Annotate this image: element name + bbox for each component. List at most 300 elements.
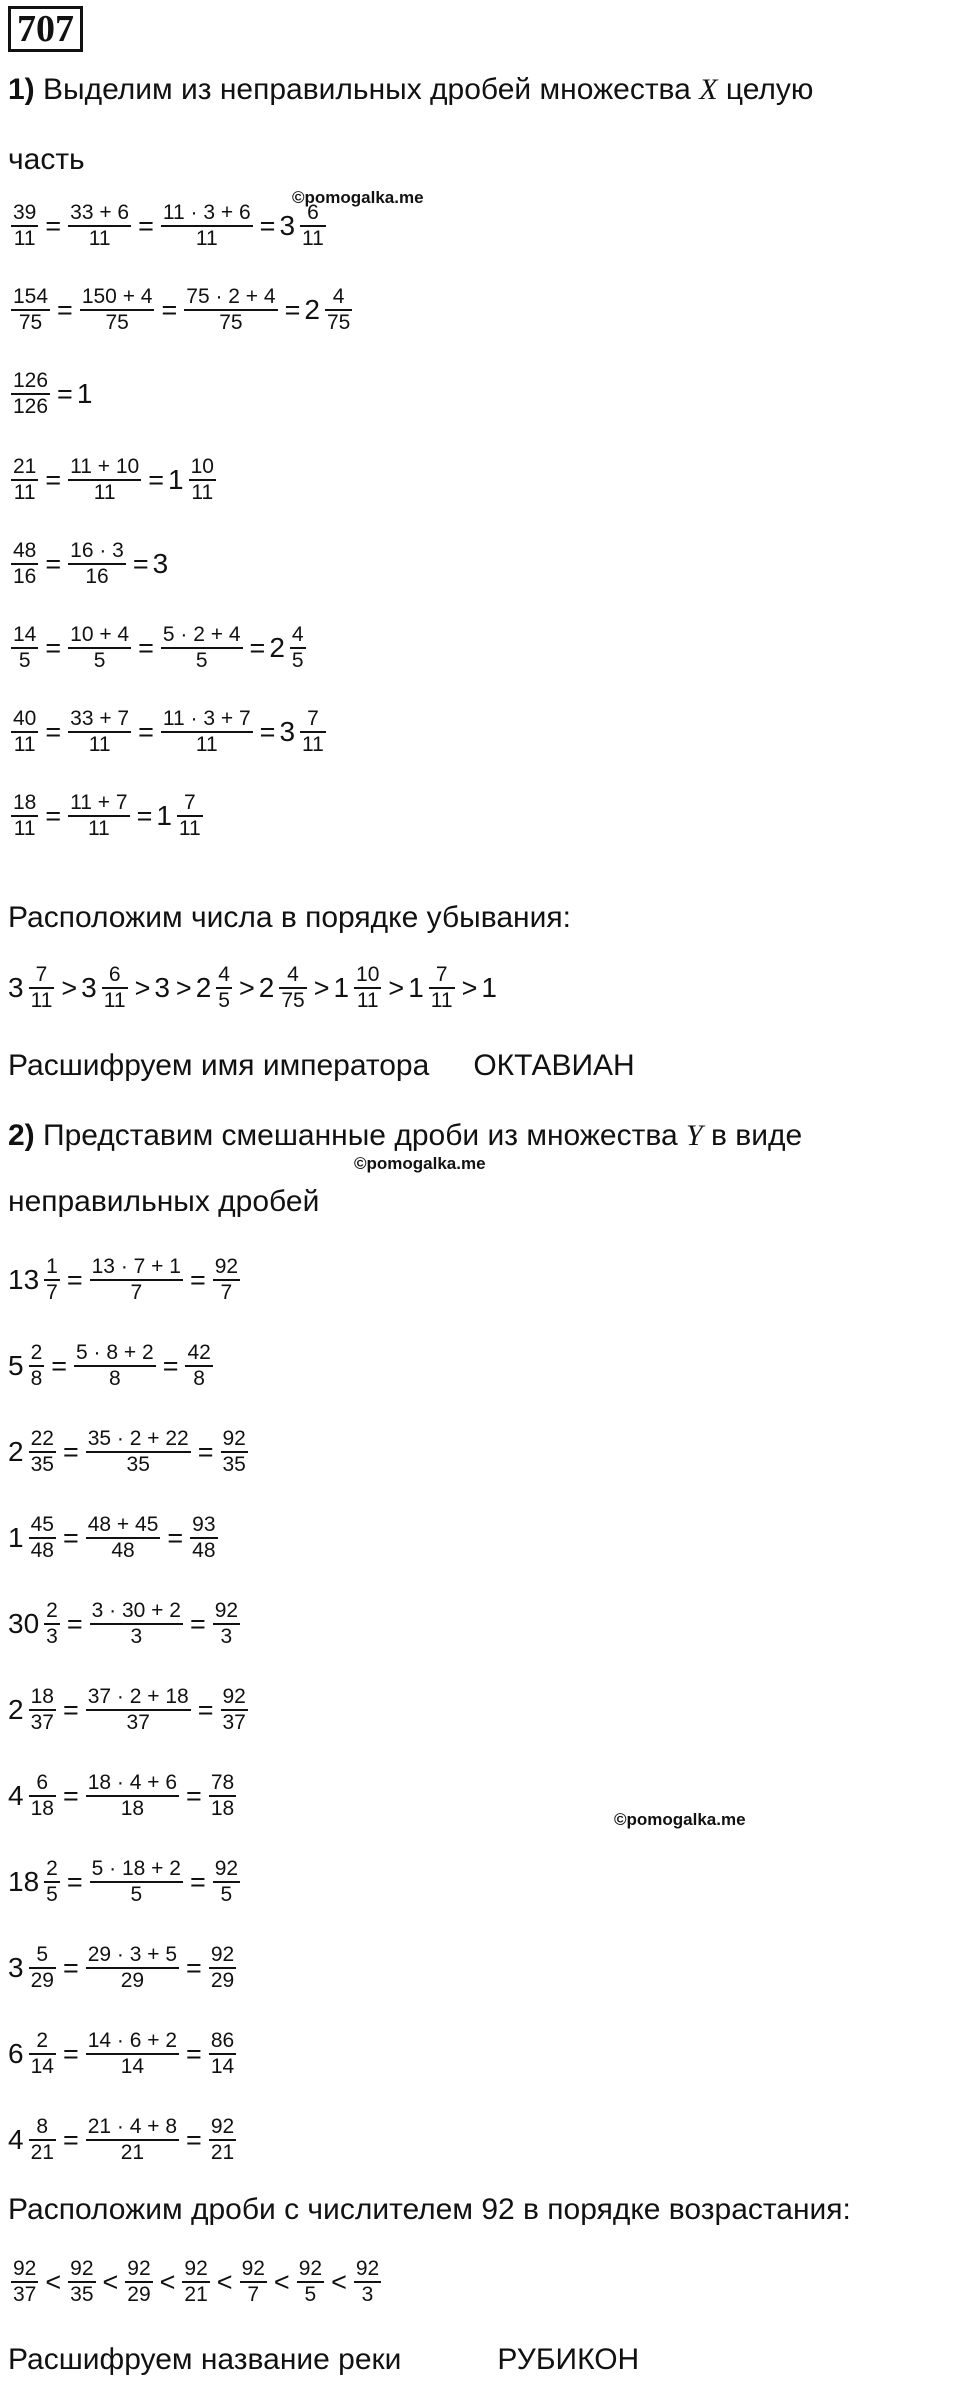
- denominator: 11: [356, 989, 379, 1012]
- numerator: 126: [13, 369, 49, 392]
- denominator: 29: [30, 1969, 54, 1992]
- operator: =: [259, 716, 276, 747]
- order-fraction: [297, 2257, 324, 2307]
- numerator: 4: [332, 285, 345, 308]
- fraction: [29, 2115, 56, 2165]
- mixed-number: [8, 1513, 59, 1563]
- whole-part: 3: [279, 716, 296, 747]
- order-fraction: [354, 2257, 381, 2307]
- improper-fraction: [11, 285, 50, 335]
- fraction: [290, 623, 306, 673]
- operator: =: [189, 1608, 206, 1639]
- denominator: 11: [93, 481, 116, 504]
- numerator: 4: [287, 963, 299, 986]
- whole-part: 1: [408, 972, 424, 1003]
- expansion-fraction: [68, 791, 129, 841]
- numerator: 5 · 8 + 2: [76, 1341, 154, 1364]
- mixed-number: [8, 1599, 63, 1649]
- numerator: 16 · 3: [70, 539, 124, 562]
- denominator: 8: [193, 1367, 205, 1390]
- part1-intro-line2: часть: [8, 143, 85, 176]
- denominator: 37: [126, 1711, 150, 1734]
- numerator: 40: [13, 707, 37, 730]
- denominator: 35: [30, 1453, 54, 1476]
- denominator: 3: [361, 2283, 374, 2306]
- numerator: 8: [36, 2115, 49, 2138]
- numerator: 35 · 2 + 22: [87, 1427, 189, 1450]
- result-mixed-number: [304, 285, 355, 335]
- operator: >: [238, 972, 255, 1003]
- denominator: 126: [13, 395, 49, 418]
- numerator: 92: [298, 2257, 323, 2280]
- expansion-fraction: [90, 1599, 183, 1649]
- numerator: 5 · 18 + 2: [91, 1857, 181, 1880]
- whole-part: 3: [81, 972, 97, 1003]
- improper-fraction: [11, 201, 38, 251]
- order-item: [333, 963, 384, 1013]
- operator: =: [249, 632, 266, 663]
- whole-part: 2: [8, 1694, 24, 1725]
- operator: =: [45, 464, 62, 495]
- denominator: 18: [30, 1797, 54, 1820]
- numerator: 11 + 7: [70, 791, 128, 814]
- improper-fraction-result: [213, 1599, 240, 1649]
- whole-part: 2: [269, 632, 285, 663]
- fraction: [325, 285, 352, 335]
- fraction: [29, 1513, 56, 1563]
- numerator: 48 + 45: [87, 1513, 159, 1536]
- numerator: 6: [108, 963, 121, 986]
- denominator: 11: [195, 227, 218, 250]
- numerator: 42: [187, 1341, 211, 1364]
- order-item: [81, 963, 130, 1013]
- order-fraction: [182, 2257, 209, 2307]
- numerator: 18 · 4 + 6: [87, 1771, 178, 1794]
- result-mixed-number: [279, 201, 328, 251]
- operator: =: [186, 1952, 202, 1983]
- improper-fraction: [11, 623, 38, 673]
- operator: >: [388, 972, 405, 1003]
- numerator: 4: [291, 623, 304, 646]
- expansion-fraction: [161, 707, 253, 757]
- denominator: 14: [120, 2055, 145, 2078]
- part1-order-text: Расположим числа в порядке убывания:: [8, 901, 571, 934]
- denominator: 48: [30, 1539, 54, 1562]
- whole-part: 2: [304, 294, 320, 325]
- part1-intro: [8, 70, 813, 110]
- denominator: 18: [210, 1797, 235, 1820]
- denominator: 5: [130, 1883, 143, 1906]
- expansion-fraction: [161, 201, 253, 251]
- denominator: 11: [13, 481, 36, 504]
- operator: =: [62, 1952, 79, 1983]
- order-fraction: [11, 2257, 38, 2307]
- denominator: 11: [430, 989, 453, 1012]
- equation-row: [8, 1852, 243, 1912]
- whole-part: 1: [156, 800, 172, 831]
- denominator: 5: [195, 649, 208, 672]
- denominator: 29: [210, 1969, 235, 1992]
- equation-row: [8, 364, 94, 424]
- expansion-fraction: [86, 1685, 191, 1735]
- numerator: 93: [192, 1513, 216, 1536]
- denominator: 21: [30, 2141, 54, 2164]
- whole-part: 2: [8, 1436, 24, 1467]
- operator: =: [57, 294, 73, 325]
- operator: =: [45, 548, 62, 579]
- part1-set-variable: X: [699, 73, 718, 106]
- denominator: 18: [120, 1797, 145, 1820]
- part2-intro-text-end: в виде: [711, 1119, 803, 1152]
- operator: =: [62, 1694, 79, 1725]
- improper-fraction: [11, 369, 50, 419]
- operator: =: [162, 1350, 179, 1381]
- numerator: 14: [13, 623, 37, 646]
- operator: <: [273, 2266, 290, 2297]
- part2-decode-answer: РУБИКОН: [497, 2343, 640, 2376]
- denominator: 48: [192, 1539, 216, 1562]
- denominator: 11: [87, 817, 110, 840]
- operator: =: [66, 1608, 83, 1639]
- fraction: [44, 1599, 60, 1649]
- denominator: 35: [126, 1453, 150, 1476]
- numerator: 11 · 3 + 6: [162, 201, 251, 224]
- numerator: 4: [218, 963, 230, 986]
- denominator: 11: [88, 733, 111, 756]
- numerator: 10: [356, 963, 380, 986]
- equation-row: [8, 280, 355, 340]
- denominator: 29: [127, 2283, 151, 2306]
- fraction: [177, 791, 203, 841]
- improper-fraction-result: [185, 1341, 212, 1391]
- part2-order-text: Расположим дроби с числителем 92 в порядке возрастания:: [8, 2193, 851, 2226]
- fraction: [429, 963, 455, 1013]
- expansion-fraction: [86, 2115, 179, 2165]
- fraction: [44, 1255, 60, 1305]
- expansion-fraction: [184, 285, 277, 335]
- operator: >: [175, 972, 192, 1003]
- denominator: 35: [70, 2283, 94, 2306]
- mixed-number: [8, 1341, 47, 1391]
- expansion-fraction: [90, 1857, 183, 1907]
- operator: =: [45, 210, 62, 241]
- numerator: 14 · 6 + 2: [87, 2029, 178, 2052]
- denominator: 3: [220, 1625, 233, 1648]
- whole-part: 3: [8, 972, 24, 1003]
- numerator: 86: [210, 2029, 235, 2052]
- equation-row: [8, 450, 219, 510]
- fraction: [279, 963, 306, 1013]
- improper-fraction-result: [209, 2115, 236, 2165]
- denominator: 5: [304, 2283, 317, 2306]
- denominator: 21: [120, 2141, 145, 2164]
- fraction: [29, 1427, 56, 1477]
- order-item: 3: [154, 972, 170, 1003]
- denominator: 11: [103, 989, 126, 1012]
- denominator: 7: [220, 1281, 233, 1304]
- fraction: [29, 2029, 56, 2079]
- numerator: 92: [222, 1427, 246, 1450]
- whole-part: 2: [195, 972, 212, 1003]
- expansion-fraction: [68, 707, 131, 757]
- denominator: 11: [191, 481, 214, 504]
- numerator: 154: [13, 285, 49, 308]
- expansion-fraction: [68, 455, 141, 505]
- numerator: 22: [30, 1427, 54, 1450]
- denominator: 14: [210, 2055, 235, 2078]
- fraction: [102, 963, 128, 1013]
- equation-row: [8, 1250, 243, 1310]
- denominator: 11: [13, 817, 36, 840]
- whole-part: 13: [8, 1264, 40, 1295]
- whole-part: 6: [8, 2038, 24, 2069]
- operator: =: [186, 2038, 202, 2069]
- numerator: 5: [36, 1943, 49, 1966]
- denominator: 75: [326, 311, 351, 334]
- mixed-number: [8, 2115, 59, 2165]
- expansion-fraction: [68, 201, 131, 251]
- improper-fraction-result: [209, 1771, 236, 1821]
- denominator: 7: [247, 2283, 260, 2306]
- whole-part: 4: [8, 1780, 24, 1811]
- operator: =: [45, 800, 62, 831]
- result-mixed-number: [269, 623, 308, 673]
- fraction: [354, 963, 381, 1013]
- denominator: 11: [302, 733, 324, 756]
- numerator: 7: [183, 791, 196, 814]
- denominator: 3: [130, 1625, 143, 1648]
- operator: =: [138, 632, 154, 663]
- operator: =: [66, 1264, 83, 1295]
- order-item: [408, 963, 457, 1013]
- part2-intro: [8, 1116, 802, 1156]
- operator: <: [102, 2266, 119, 2297]
- mixed-number: [8, 1857, 63, 1907]
- numerator: 2: [30, 1341, 43, 1364]
- part1-decode-answer: ОКТАВИАН: [473, 1049, 635, 1082]
- numerator: 2: [46, 1599, 58, 1622]
- whole-part: 18: [8, 1866, 40, 1897]
- denominator: 37: [30, 1711, 54, 1734]
- numerator: 7: [435, 963, 448, 986]
- part2-number: 2): [8, 1119, 35, 1152]
- denominator: 75: [105, 311, 129, 334]
- numerator: 21 · 4 + 8: [87, 2115, 178, 2138]
- expansion-fraction: [74, 1341, 156, 1391]
- operator: =: [51, 1350, 68, 1381]
- equation-row: [8, 1594, 243, 1654]
- numerator: 75 · 2 + 4: [186, 285, 276, 308]
- numerator: 6: [307, 201, 319, 224]
- numerator: 21: [13, 455, 37, 478]
- equation-row: [8, 2110, 239, 2170]
- improper-fraction-result: [209, 2029, 236, 2079]
- equation-row: [8, 2024, 239, 2084]
- denominator: 14: [30, 2055, 54, 2078]
- fraction: [29, 963, 55, 1013]
- expansion-fraction: [86, 2029, 179, 2079]
- improper-fraction-result: [209, 1943, 236, 1993]
- numerator: 78: [210, 1771, 235, 1794]
- numerator: 18: [30, 1685, 54, 1708]
- numerator: 10: [190, 455, 214, 478]
- part2-decode-label: Расшифруем название реки: [8, 2343, 402, 2376]
- numerator: 11 + 10: [70, 455, 140, 478]
- numerator: 92: [13, 2257, 37, 2280]
- operator: =: [167, 1522, 184, 1553]
- expansion-fraction: [80, 285, 155, 335]
- denominator: 21: [184, 2283, 208, 2306]
- operator: =: [66, 1866, 83, 1897]
- numerator: 92: [241, 2257, 265, 2280]
- operator: =: [161, 294, 178, 325]
- denominator: 75: [219, 311, 243, 334]
- denominator: 48: [111, 1539, 135, 1562]
- denominator: 29: [120, 1969, 145, 1992]
- numerator: 92: [70, 2257, 94, 2280]
- whole-part: 1: [168, 464, 184, 495]
- operator: =: [57, 378, 73, 409]
- denominator: 11: [13, 733, 36, 756]
- fraction: [300, 707, 326, 757]
- operator: <: [159, 2266, 176, 2297]
- numerator: 10 + 4: [70, 623, 130, 646]
- numerator: 33 + 7: [70, 707, 130, 730]
- mixed-number: [8, 1685, 59, 1735]
- watermark-1: ©pomogalka.me: [292, 188, 424, 207]
- equation-row: [8, 1938, 239, 1998]
- numerator: 2: [46, 1857, 58, 1880]
- denominator: 11: [302, 227, 324, 250]
- denominator: 5: [218, 989, 230, 1012]
- equation-row: [8, 196, 329, 256]
- mixed-number: [8, 1943, 59, 1993]
- operator: =: [186, 1780, 202, 1811]
- part2-decode: [8, 2340, 639, 2380]
- denominator: 5: [291, 649, 304, 672]
- operator: <: [45, 2266, 62, 2297]
- improper-fraction-result: [213, 1255, 240, 1305]
- numerator: 92: [355, 2257, 380, 2280]
- improper-fraction: [11, 707, 38, 757]
- order-item: [8, 963, 57, 1013]
- mixed-number: [8, 1427, 59, 1477]
- denominator: 5: [46, 1883, 58, 1906]
- problem-number: 707: [8, 6, 83, 52]
- numerator: 48: [13, 539, 37, 562]
- expansion-fraction: [86, 1513, 161, 1563]
- numerator: 29 · 3 + 5: [87, 1943, 178, 1966]
- expansion-fraction: [86, 1427, 191, 1477]
- numerator: 92: [214, 1599, 239, 1622]
- improper-fraction: [11, 539, 38, 589]
- operator: <: [331, 2266, 347, 2297]
- fraction: [189, 455, 216, 505]
- operator: >: [461, 972, 478, 1003]
- numerator: 92: [184, 2257, 208, 2280]
- improper-fraction-result: [221, 1685, 248, 1735]
- operator: =: [45, 632, 62, 663]
- denominator: 5: [18, 649, 31, 672]
- numerator: 150 + 4: [81, 285, 153, 308]
- denominator: 11: [13, 227, 36, 250]
- numerator: 37 · 2 + 18: [87, 1685, 189, 1708]
- denominator: 8: [30, 1367, 43, 1390]
- order-item: 1: [481, 972, 497, 1003]
- operator: =: [138, 716, 154, 747]
- operator: =: [62, 2124, 79, 2155]
- operator: >: [313, 972, 330, 1003]
- part1-decode-label: Расшифруем имя императора: [8, 1049, 430, 1082]
- equation-row: [8, 618, 309, 678]
- operator: =: [186, 2124, 202, 2155]
- numerator: 92: [222, 1685, 246, 1708]
- expansion-fraction: [68, 623, 131, 673]
- operator: =: [136, 800, 153, 831]
- order-item: [259, 963, 310, 1013]
- denominator: 21: [210, 2141, 235, 2164]
- denominator: 8: [109, 1367, 121, 1390]
- whole-part: 3: [8, 1952, 24, 1983]
- fraction: [300, 201, 326, 251]
- result-mixed-number: 1: [76, 378, 93, 409]
- whole-part: 5: [8, 1350, 24, 1381]
- numerator: 6: [36, 1771, 49, 1794]
- equation-row: [8, 786, 206, 846]
- fraction: [216, 963, 232, 1013]
- part1-decode: [8, 1046, 635, 1086]
- order-item: [196, 963, 235, 1013]
- numerator: 39: [13, 201, 37, 224]
- result-mixed-number: 3: [152, 548, 169, 579]
- whole-part: 1: [8, 1522, 24, 1553]
- mixed-number: [8, 2029, 59, 2079]
- equation-row: [8, 534, 170, 594]
- numerator: 92: [214, 1255, 239, 1278]
- watermark-3: ©pomogalka.me: [614, 1810, 746, 1829]
- numerator: 3 · 30 + 2: [91, 1599, 181, 1622]
- result-mixed-number: [156, 791, 205, 841]
- operator: =: [189, 1264, 206, 1295]
- whole-part: 3: [279, 210, 296, 241]
- numerator: 92: [214, 1857, 239, 1880]
- fraction: [29, 1943, 56, 1993]
- numerator: 92: [127, 2257, 151, 2280]
- expansion-fraction: [161, 623, 243, 673]
- improper-fraction-result: [221, 1427, 248, 1477]
- operator: =: [259, 210, 276, 241]
- expansion-fraction: [86, 1943, 179, 1993]
- expansion-fraction: [90, 1255, 183, 1305]
- operator: =: [197, 1436, 214, 1467]
- watermark-2: ©pomogalka.me: [354, 1154, 486, 1173]
- result-mixed-number: [279, 707, 328, 757]
- equation-row: [8, 702, 329, 762]
- numerator: 92: [210, 2115, 235, 2138]
- numerator: 5 · 2 + 4: [162, 623, 241, 646]
- denominator: 16: [85, 565, 109, 588]
- numerator: 7: [307, 707, 319, 730]
- numerator: 18: [13, 791, 37, 814]
- denominator: 35: [222, 1453, 246, 1476]
- operator: =: [62, 1436, 79, 1467]
- equation-row: [8, 1680, 251, 1740]
- operator: =: [189, 1866, 206, 1897]
- whole-part: 2: [258, 972, 275, 1003]
- operator: =: [197, 1694, 214, 1725]
- equation-row: [8, 1508, 221, 1568]
- result-mixed-number: [168, 455, 219, 505]
